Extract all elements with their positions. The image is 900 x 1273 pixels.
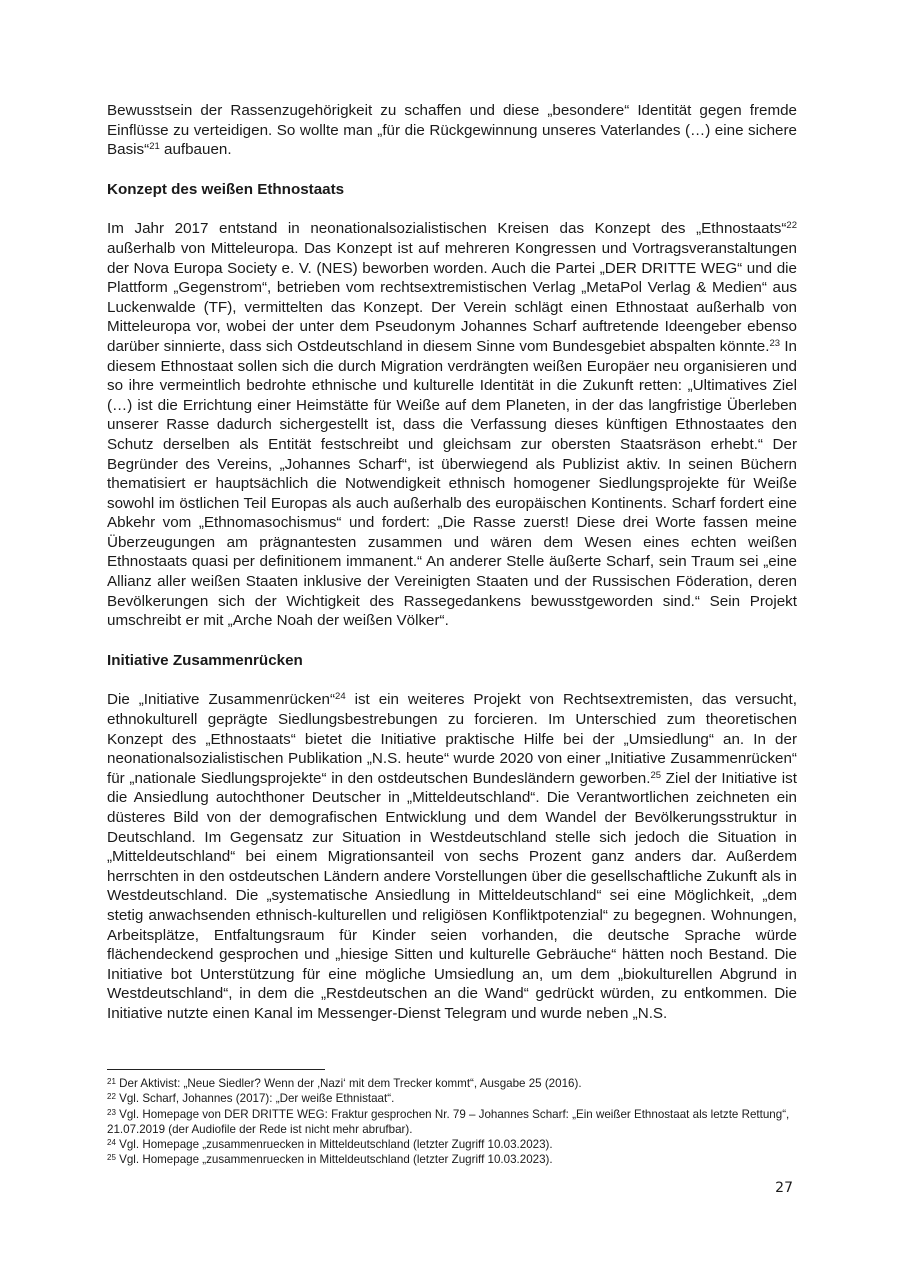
text-run: Ziel der Initiative ist die Ansiedlung autochthoner Deutscher in „Mitteldeutschland“. Die Verantwortlichen zeichneten ein düsteres Bild von der demografischen Entwicklung und dem Wandel der Bevölkerungsstruktur in Deutschland. Im Gegensatz zur Situation in Westdeutschland stelle sich jedoch die Situation in „Mitteldeutschland“ bei einem Migrationsanteil von sechs Prozent ganz anders dar. Außerdem herrschten in den ostdeutschen Ländern andere Vorstellungen über die gesellschaftliche Zukunft als in Westdeutschland. Die „systematische Ansiedlung in Mitteldeutschland“ sei eine Möglichkeit, „dem stetig anwachsenden ethnisch-kulturellen und religiösen Konfliktpotenzial“ zu begegnen. Wohnungen, Arbeitsplätze, Entfaltungsraum für Kinder seien vorhanden, die deutsche Sprache würde flächendeckend gesprochen und „hiesige Sitten und kulturelle Gebräuche“ hätten noch Bestand. Die Initiative bot Unterstützung für eine mögliche Umsiedlung an, um dem „biokulturellen Abgrund in Westdeutschland“, in dem die „Restdeutschen an die Wand“ gedrückt würden, zu entkommen. Die Initiative nutzte einen Kanal im Messenger-Dienst Telegram und wurde neben „N.S. [107, 769, 797, 1022]
footnote-divider [107, 1069, 325, 1070]
text-run: Im Jahr 2017 entstand in neonationalsozialistischen Kreisen das Konzept des „Ethnostaats“ [107, 220, 787, 238]
text-run: In diesem Ethnostaat sollen sich die durch Migration verdrängten weißen Europäer neu organisieren und so ihre vermeintlich bedrohte ethnische und kulturelle Identität in die Zukunft retten: „Ultimatives Ziel (…) ist die Errichtung einer Heimstätte für Weiße auf dem Planeten, in der das langfristige Überleben unserer Rasse dadurch sichergestellt ist, dass die Verfassung dieses künftigen Ethnostaates den Schutz derselben als Entität festschreibt und gleichsam zur obersten Staatsräson erhebt.“ Der Begründer des Vereins, „Johannes Scharf“, ist überwiegend als Publizist aktiv. In seinen Büchern thematisiert er hauptsächlich die Notwendigkeit ethnisch homogener Siedlungsprojekte für Weiße sowohl im östlichen Teil Europas als auch außerhalb des europäischen Kontinents. Scharf fordert eine Abkehr vom „Ethnomasochismus“ und fordert: „Die Rasse zuerst! Diese drei Worte fassen meine Überzeugungen am prägnantesten zusammen und wären dem Wesen eines echten weißen Ethnostaats quasi per definitionem immanent.“ An anderer Stelle äußerte Scharf, sein Traum sei „eine Allianz aller weißen Staaten inklusive der Vereinigten Staaten und der Russischen Föderation, deren Bevölkerungen sich der Wichtigkeit des Rassegedankens bewusstgeworden sind.“ Sein Projekt umschreibt er mit „Arche Noah der weißen Völker“. [107, 337, 798, 630]
paragraph-initiative [107, 690, 797, 1023]
heading-ethnostaat: Konzept des weißen Ethnostaats [107, 180, 345, 198]
footnote-25 [107, 1152, 797, 1167]
footnote-number: 25 [107, 1153, 116, 1163]
heading-initiative: Initiative Zusammenrücken [107, 651, 303, 669]
footnote-24 [107, 1137, 797, 1152]
footnote-ref-23[interactable]: 23 [769, 337, 781, 349]
footnote-number: 21 [107, 1077, 116, 1086]
footnote-21 [107, 1076, 797, 1091]
footnote-22 [107, 1091, 797, 1106]
footnote-ref-25[interactable]: 25 [650, 769, 662, 781]
footnote-number: 23 [107, 1107, 116, 1117]
footnote-text: Vgl. Scharf, Johannes (2017): „Der weiße Ethnistaat“. [115, 1092, 395, 1106]
footnote-ref-21[interactable]: 21 [149, 141, 160, 153]
text-run: Die „Initiative Zusammenrücken“ [107, 691, 336, 709]
footnote-text: Vgl. Homepage „zusammenruecken in Mitteldeutschland (letzter Zugriff 10.03.2023). [115, 1153, 553, 1167]
page-body [107, 101, 797, 1024]
text-run: ist ein weiteres Projekt von Rechtsextremisten, das versucht, ethnokulturell geprägte Siedlungsbestrebungen zu forcieren. Im Unterschied zum theoretischen Konzept des „Ethnostaats“ bietet die Initiative praktische Hilfe bei der „Umsiedlung“ an. In der neonationalsozialistischen Publikation „N.S. heute“ wurde 2020 von einer „Initiative Zusammenrücken“ für „nationale Siedlungsprojekte“ in den ostdeutschen Bundesländern geworben. [107, 691, 797, 787]
footnote-23 [107, 1107, 797, 1138]
footnote-text: Der Aktivist: „Neue Siedler? Wenn der ‚Nazi‘ mit dem Trecker kommt“, Ausgabe 25 (2016). [115, 1077, 582, 1090]
paragraph-intro [107, 101, 797, 160]
footnote-text: Vgl. Homepage von DER DRITTE WEG: Fraktur gesprochen Nr. 79 – Johannes Scharf: „Ein weißer Ethnostaat als letzte Rettung“, 21.07.2019 (der Audiofile der Rede ist nicht mehr abrufbar). [107, 1107, 790, 1136]
paragraph-ethnostaat [107, 219, 797, 630]
text-run: Bewusstsein der Rassenzugehörigkeit zu schaffen und diese „besondere“ Identität gegen fremde Einflüsse zu verteidigen. So wollte man „für die Rückgewinnung unseres Vaterlandes (…) eine sichere Basis“ [107, 102, 797, 159]
footnote-text: Vgl. Homepage „zusammenruecken in Mitteldeutschland (letzter Zugriff 10.03.2023). [115, 1138, 553, 1152]
footnote-number: 24 [107, 1138, 116, 1148]
page-number: 27 [775, 1180, 793, 1196]
footnote-ref-22[interactable]: 22 [786, 220, 797, 232]
text-run: außerhalb von Mitteleuropa. Das Konzept ist auf mehreren Kongressen und Vortragsveranstaltungen der Nova Europa Society e. V. (NES) beworben worden. Auch die Partei „DER DRITTE WEG“ und die Plattform „Gegenstrom“, betrieben vom rechtsextremistischen Verlag „MetaPol Verlag & Medien“ aus Luckenwalde (TF), vermittelten das Konzept. Der Verein schlägt einen Ethnostaat außerhalb von Mitteleuropa vor, wobei der unter dem Pseudonym Johannes Scharf auftretende Ideengeber ebenso darüber sinnierte, dass sich Ostdeutschland in diesem Sinne vom Bundesgebiet abspalten könnte. [107, 239, 797, 355]
text-run: aufbauen. [159, 141, 232, 159]
footnote-number: 22 [107, 1092, 116, 1102]
footnotes [107, 1076, 797, 1168]
footnote-ref-24[interactable]: 24 [335, 691, 346, 703]
